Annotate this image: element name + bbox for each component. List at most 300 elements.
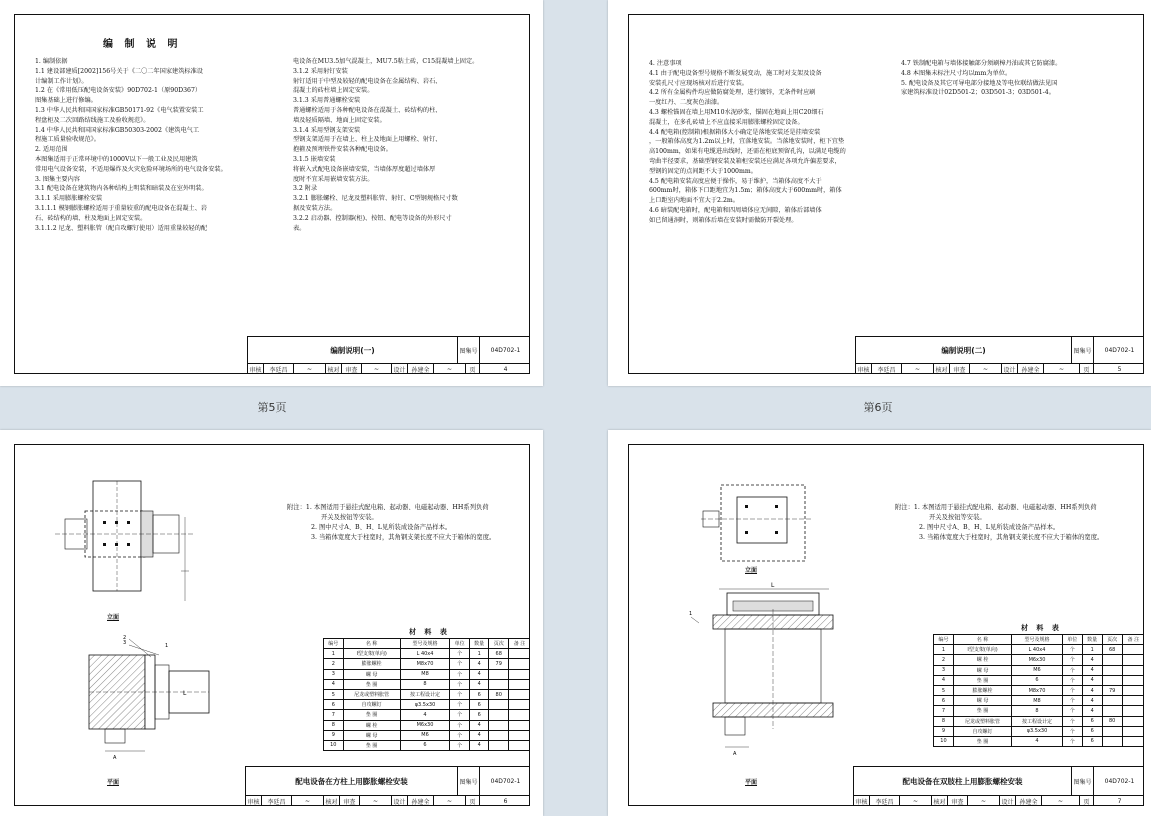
table-cell: M8x70 xyxy=(400,659,450,669)
table-row xyxy=(324,649,531,659)
text-line: 如已留通洞时，则箱体后墙在安装时需做防开裂处理。 xyxy=(649,216,798,224)
table-cell: 7 xyxy=(934,706,954,716)
table-cell xyxy=(509,710,530,720)
title-block xyxy=(853,766,1144,806)
table-cell xyxy=(489,679,509,689)
table-cell: 膨胀螺栓 xyxy=(953,685,1011,695)
signoff-label: 审核 xyxy=(246,796,262,806)
note-line: 附注：1. 本图适用于悬挂式配电箱、起动器、电磁起动器、HH系列负荷 xyxy=(287,504,489,511)
title-block xyxy=(245,766,530,806)
signoff-label: 审核 xyxy=(856,364,872,374)
text-line: 家建筑标准设计02D501-2；03D501-3；03D501-4。 xyxy=(901,89,1055,97)
text-line: 3.1.1.1 模钢膨胀螺栓适用于重量较重的配电设备在混凝土、岩 xyxy=(35,204,208,212)
table-cell xyxy=(489,669,509,679)
table-row xyxy=(324,679,531,689)
page-caption: 第6页 xyxy=(863,401,893,414)
table-cell xyxy=(1102,736,1122,746)
table-cell: 尼龙或塑料胀管 xyxy=(343,689,400,699)
table-cell: 80 xyxy=(489,689,509,699)
signoff-label: 审查 xyxy=(342,364,362,374)
table-header-row xyxy=(934,635,1145,645)
text-line: 3.1.3 采用普通螺栓安装 xyxy=(293,97,361,105)
notes-block xyxy=(287,503,495,543)
table-cell: L 40x4 xyxy=(1012,645,1063,655)
table-cell xyxy=(489,720,509,730)
atlas-number: 04D702-1 xyxy=(1094,767,1144,796)
svg-text:3: 3 xyxy=(123,640,127,646)
table-cell: 个 xyxy=(1062,645,1082,655)
page-label: 页 xyxy=(1080,796,1094,806)
table-cell: 垫 圈 xyxy=(343,740,400,750)
table-row xyxy=(934,665,1145,675)
table-cell: 4 xyxy=(324,679,344,689)
table-cell: φ3.5x30 xyxy=(1012,726,1063,736)
table-cell: 4 xyxy=(1082,685,1102,695)
text-line: 3.1.5 嵌墙安装 xyxy=(293,155,336,163)
table-cell: 个 xyxy=(1062,716,1082,726)
table-cell: 垫 圈 xyxy=(953,706,1011,716)
table-row xyxy=(934,675,1145,685)
table-cell: 个 xyxy=(1062,726,1082,736)
text-line: 将嵌入式配电设备嵌墙安装，当墙体厚度超过墙体厚 xyxy=(293,165,436,173)
table-cell: 个 xyxy=(450,669,470,679)
text-line: 一度红丹、二度灰色油漆。 xyxy=(649,99,724,107)
signoff-name: 孙建全 xyxy=(408,364,434,374)
signoff-label: 核对 xyxy=(326,364,342,374)
plan-view-label: 平面 xyxy=(107,779,120,786)
table-cell: 个 xyxy=(1062,675,1082,685)
page-number: 6 xyxy=(480,796,530,806)
table-cell xyxy=(1102,665,1122,675)
table-cell: 个 xyxy=(1062,685,1082,695)
atlas-label: 图集号 xyxy=(458,767,480,796)
table-cell xyxy=(509,649,530,659)
table-cell: 4 xyxy=(469,720,489,730)
signoff-label: 设计 xyxy=(1002,364,1018,374)
table-cell xyxy=(1122,675,1144,685)
text-line: 据及安装方法。 xyxy=(293,204,337,212)
table-cell: 6 xyxy=(1012,675,1063,685)
table-row xyxy=(934,655,1145,665)
column-header: 备 注 xyxy=(509,639,530,649)
title-block-title: 配电设备在双肢柱上用膨胀螺栓安装 xyxy=(854,767,1072,796)
title-block xyxy=(247,336,530,374)
atlas-label: 图集号 xyxy=(1072,767,1094,796)
signature: ~ xyxy=(360,796,392,806)
signature: ~ xyxy=(902,364,934,374)
note-line: 开关及按钮等安装。 xyxy=(929,514,986,522)
text-line: 1.1 建设部建质[2002]156号关于《二〇二年国家建筑标准设 xyxy=(35,67,203,75)
signoff-label: 审核 xyxy=(248,364,264,374)
title-block xyxy=(855,336,1144,374)
table-cell: 1 xyxy=(1082,645,1102,655)
signature: ~ xyxy=(294,364,326,374)
text-line: 3.1.1 采用膨胀螺栓安装 xyxy=(35,195,103,203)
table-row xyxy=(324,659,531,669)
table-cell: M6x30 xyxy=(400,720,450,730)
signature: ~ xyxy=(292,796,324,806)
table-cell: 个 xyxy=(1062,655,1082,665)
svg-text:L: L xyxy=(183,690,187,697)
text-line: 4.2 所有金属构件均应做防腐处理，进行镀锌，无条件时应刷 xyxy=(649,89,816,97)
text-line: 4.3 螺栓锚固在墙上用M10水泥砂浆，锚固在地面上用C20细石 xyxy=(649,108,824,116)
text-line: 型钢支架适用于在墙上、柱上及地面上用螺栓、射钉、 xyxy=(293,136,442,144)
signature: ~ xyxy=(434,796,466,806)
table-cell: M8 xyxy=(1012,696,1063,706)
text-line: 石、砖结构的墙、柱及地面上固定安装。 xyxy=(35,214,147,222)
column-header: 备 注 xyxy=(1122,635,1144,645)
table-cell xyxy=(509,730,530,740)
column-header: 型号及规格 xyxy=(1012,635,1063,645)
text-line: 高100mm，如果有电缆进出线时，还需在柜底预留孔沟，以满足电缆的 xyxy=(649,148,846,156)
signature: ~ xyxy=(968,796,1000,806)
table-cell xyxy=(489,700,509,710)
signature: ~ xyxy=(1044,364,1080,374)
table-cell: 8 xyxy=(1012,706,1063,716)
signoff-name: 李廷昌 xyxy=(262,796,292,806)
text-line: 度时不宜采用嵌墙安装方法。 xyxy=(293,175,374,183)
column-header: 名 称 xyxy=(953,635,1011,645)
table-row xyxy=(324,700,531,710)
signature: ~ xyxy=(362,364,392,374)
table-cell: 垫 圈 xyxy=(953,736,1011,746)
table-cell: 68 xyxy=(1102,645,1122,655)
column-header: 型号及规格 xyxy=(400,639,450,649)
signoff-label: 核对 xyxy=(324,796,340,806)
table-cell: 个 xyxy=(450,700,470,710)
text-line: 墙及轻质隔墙、地面上固定安装。 xyxy=(293,116,386,124)
table-cell: 按工程设计定 xyxy=(400,689,450,699)
text-line: 计编制工作计划》。 xyxy=(35,77,88,85)
text-line: 3.2.1 膨胀螺栓、尼龙及塑料胀管、射钉、C型钢规格尺寸数 xyxy=(293,195,458,203)
table-cell xyxy=(1102,675,1122,685)
atlas-number: 04D702-1 xyxy=(480,767,530,796)
svg-text:1: 1 xyxy=(689,611,693,617)
table-cell: 4 xyxy=(469,679,489,689)
table-cell: 个 xyxy=(1062,706,1082,716)
table-cell: 4 xyxy=(469,730,489,740)
notes-block xyxy=(895,503,1103,543)
atlas-label: 图集号 xyxy=(1072,337,1094,364)
table-cell: 68 xyxy=(489,649,509,659)
text-line: 1.2 在《常用低压配电设备安装》90D702-1（原90D367） xyxy=(35,87,202,95)
front-view-label: 立面 xyxy=(745,567,758,574)
table-cell xyxy=(509,700,530,710)
note-line: 附注：1. 本图适用于悬挂式配电箱、起动器、电磁起动器、HH系列负荷 xyxy=(895,504,1097,511)
table-cell: 螺 母 xyxy=(343,669,400,679)
text-line: 程盘柜及二次回路结线施工及验收规范》。 xyxy=(35,116,150,124)
text-line: 3.2.2 启动器、控制器(柜)、按钮、配电等设备的外形尺寸 xyxy=(293,214,452,222)
text-line: 混凝土，在多孔砖墙上不应直接采用膨胀螺栓固定设备。 xyxy=(649,118,804,126)
page-number: 5 xyxy=(1094,364,1144,374)
left-column-text xyxy=(649,59,846,226)
note-line: 开关及按钮等安装。 xyxy=(321,514,378,522)
text-line: 4.5 配电箱安装高度应便于操作，易于维护，当箱体高度不大于 xyxy=(649,177,822,185)
table-cell: M6 xyxy=(1012,665,1063,675)
table-cell: 4 xyxy=(469,669,489,679)
page-thumbnail-6[interactable] xyxy=(608,0,1151,386)
page-thumbnail-7[interactable] xyxy=(0,430,543,816)
table-cell: 螺 母 xyxy=(953,665,1011,675)
signoff-name: 孙建全 xyxy=(408,796,434,806)
text-line: 抱箍及预埋铁件安装各种配电设备。 xyxy=(293,146,392,154)
table-cell xyxy=(509,689,530,699)
text-line: 1. 编制依据 xyxy=(35,58,68,65)
table-cell: 个 xyxy=(450,720,470,730)
table-cell: 5 xyxy=(324,689,344,699)
table-cell: 4 xyxy=(1082,706,1102,716)
text-line: 表。 xyxy=(293,224,306,232)
page-thumbnail-8[interactable] xyxy=(608,430,1151,816)
signoff-label: 核对 xyxy=(932,796,948,806)
table-row xyxy=(324,689,531,699)
drawing-sheet xyxy=(14,14,530,374)
table-cell xyxy=(1102,655,1122,665)
drawing-sheet xyxy=(628,444,1144,806)
page-thumbnail-5[interactable] xyxy=(0,0,543,386)
table-cell: 4 xyxy=(469,740,489,750)
text-line: 普通螺栓适用于各种配电设备在混凝土、砖结构的柱、 xyxy=(293,106,442,114)
page-label: 页 xyxy=(1080,364,1094,374)
table-cell xyxy=(1122,685,1144,695)
table-cell: Ⅰ型支架(单向) xyxy=(953,645,1011,655)
signoff-name: 李廷昌 xyxy=(870,796,900,806)
table-header-row xyxy=(324,639,531,649)
table-cell: 4 xyxy=(1082,696,1102,706)
text-line: 4.6 暗装配电箱时，配电箱和四周墙体应无间隙，箱体后部墙体 xyxy=(649,206,822,214)
text-line: 常用电气设备安装，不适用爆炸及火灾危险环境场所的电气设备安装。 xyxy=(35,165,227,173)
table-cell: L 40x4 xyxy=(400,649,450,659)
table-cell: M6 xyxy=(400,730,450,740)
signoff-label: 审查 xyxy=(340,796,360,806)
svg-text:A: A xyxy=(113,755,117,761)
text-line: 1.4 中华人民共和国国家标准GB50303-2002《建筑电气工 xyxy=(35,126,200,134)
table-row xyxy=(324,669,531,679)
table-cell: 8 xyxy=(400,679,450,689)
table-cell xyxy=(1122,726,1144,736)
table-cell: 个 xyxy=(450,679,470,689)
table-cell xyxy=(489,730,509,740)
table-row xyxy=(934,726,1145,736)
svg-text:2: 2 xyxy=(123,635,127,641)
table-cell: 自攻螺钉 xyxy=(343,700,400,710)
svg-text:L: L xyxy=(771,582,775,589)
table-cell: 垫 圈 xyxy=(343,679,400,689)
table-cell: 7 xyxy=(324,710,344,720)
text-line: 4.4 配电箱(控制箱)根据箱体大小确定是落地安装还是挂墙安装 xyxy=(649,128,821,136)
column-header: 名 称 xyxy=(343,639,400,649)
text-line: 600mm时，箱体下口距地宜为1.5m；箱体高度大于600mm时，箱体 xyxy=(649,187,842,195)
table-row xyxy=(324,740,531,750)
table-cell: 个 xyxy=(450,710,470,720)
svg-text:A: A xyxy=(733,751,737,757)
page-caption: 第5页 xyxy=(257,401,287,414)
text-line: 3.1.4 采用型钢支架安装 xyxy=(293,126,361,134)
signoff-label: 审查 xyxy=(948,796,968,806)
text-line: 3. 图集主要内容 xyxy=(35,175,80,183)
front-view-label: 立面 xyxy=(107,614,120,621)
text-line: 1.3 中华人民共和国国家标准GB50171-92《电气装置安装工 xyxy=(35,106,204,114)
text-line: 弯曲半径要求，基础型钢安装及箱柜安装还应满足各项允许偏差要求， xyxy=(649,157,841,165)
title-block-title: 编制说明(二) xyxy=(856,337,1072,364)
table-cell: 个 xyxy=(450,730,470,740)
table-cell: 1 xyxy=(469,649,489,659)
table-cell: 3 xyxy=(934,665,954,675)
signoff-label: 审核 xyxy=(854,796,870,806)
column-header: 编号 xyxy=(934,635,954,645)
plan-view-label: 平面 xyxy=(745,779,758,786)
plan-view-drawing xyxy=(689,579,849,769)
table-cell xyxy=(1122,696,1144,706)
table-cell xyxy=(509,740,530,750)
atlas-number: 04D702-1 xyxy=(480,337,530,364)
signoff-label: 设计 xyxy=(392,364,408,374)
table-cell: 6 xyxy=(1082,726,1102,736)
table-cell xyxy=(1122,736,1144,746)
table-cell: 4 xyxy=(1012,736,1063,746)
table-cell: 6 xyxy=(400,740,450,750)
front-elevation-drawing xyxy=(701,485,811,565)
table-row xyxy=(934,706,1145,716)
svg-text:1: 1 xyxy=(165,643,169,649)
table-cell: 8 xyxy=(324,720,344,730)
title-block-title: 配电设备在方柱上用膨胀螺栓安装 xyxy=(246,767,458,796)
note-line: 2. 图中尺寸A、B、H、L见所装成设备产品样本。 xyxy=(919,524,1060,532)
table-cell: 9 xyxy=(934,726,954,736)
table-cell: 4 xyxy=(400,710,450,720)
plan-view-drawing xyxy=(79,635,219,765)
table-row xyxy=(934,685,1145,695)
drawing-sheet xyxy=(628,14,1144,374)
note-line: 3. 当箱体宽度大于柱宽时，其角钢支架长度不应大于箱体的宽度。 xyxy=(919,534,1104,542)
text-line: 3.1 配电设备在建筑物内各种结构上明装和暗装及在室外明装。 xyxy=(35,185,208,193)
table-cell: 2 xyxy=(934,655,954,665)
table-row xyxy=(324,730,531,740)
text-line: 上口距室内地面不宜大于2.2m。 xyxy=(649,197,739,205)
table-cell xyxy=(1122,716,1144,726)
table-cell xyxy=(1102,696,1122,706)
table-cell: 螺 栓 xyxy=(343,720,400,730)
column-header: 页次 xyxy=(1102,635,1122,645)
table-cell: 个 xyxy=(450,689,470,699)
table-row xyxy=(324,720,531,730)
front-elevation-drawing xyxy=(55,481,205,601)
text-line: 安装孔尺寸应现场核对后进行安装。 xyxy=(649,79,748,87)
table-cell: 2 xyxy=(324,659,344,669)
material-table xyxy=(323,638,530,751)
text-line: 本图集适用于正常环境中的1000V以下一般工业及民用建筑 xyxy=(35,155,198,163)
note-line: 3. 当箱体宽度大于柱宽时，其角钢支架长度不应大于箱体的宽度。 xyxy=(311,534,496,542)
sheet-heading: 编 制 说 明 xyxy=(103,39,182,50)
table-cell xyxy=(1122,706,1144,716)
right-column-text xyxy=(901,59,1061,98)
table-cell: 79 xyxy=(489,659,509,669)
column-header: 页次 xyxy=(489,639,509,649)
table-cell: 个 xyxy=(450,740,470,750)
table-cell: 6 xyxy=(1082,736,1102,746)
signature: ~ xyxy=(970,364,1002,374)
text-line: 3.2 附录 xyxy=(293,185,318,193)
table-cell: 6 xyxy=(934,696,954,706)
text-line: 3.1.1.2 尼龙、塑料胀管（配自攻螺钉使用）适用重量较轻的配 xyxy=(35,224,208,232)
signoff-name: 孙建全 xyxy=(1018,364,1044,374)
atlas-number: 04D702-1 xyxy=(1094,337,1144,364)
table-cell: 膨胀螺栓 xyxy=(343,659,400,669)
text-line: 4.1 由于配电设备型号规格不断发展变动，施工时对支架及设备 xyxy=(649,69,822,77)
signoff-label: 设计 xyxy=(392,796,408,806)
column-header: 数量 xyxy=(469,639,489,649)
table-cell: 垫 圈 xyxy=(343,710,400,720)
table-cell xyxy=(509,720,530,730)
text-line: ，一般箱体高度为1.2m以上时，宜落地安装。当落地安装时，柜下宜垫 xyxy=(649,138,845,146)
signoff-name: 孙建全 xyxy=(1016,796,1042,806)
material-table-title: 材 料 表 xyxy=(409,628,450,636)
table-cell xyxy=(509,669,530,679)
table-cell: 垫 圈 xyxy=(953,675,1011,685)
text-line: 图集基础上进行修编。 xyxy=(35,97,97,105)
table-cell xyxy=(489,740,509,750)
table-cell: 10 xyxy=(934,736,954,746)
text-line: 电设备在MU3.5加气混凝土，MU7.5粘土砖，C15混凝墙上固定。 xyxy=(293,58,479,65)
table-cell: 80 xyxy=(1102,716,1122,726)
table-cell: 9 xyxy=(324,730,344,740)
table-row xyxy=(934,696,1145,706)
table-cell xyxy=(1122,655,1144,665)
atlas-label: 图集号 xyxy=(458,337,480,364)
drawing-sheet xyxy=(14,444,530,806)
text-line: 射钉适用于中型及较轻的配电设备在金属结构、岩石、 xyxy=(293,77,442,85)
table-cell: 6 xyxy=(324,700,344,710)
text-line: 4. 注意事项 xyxy=(649,60,682,67)
table-cell: 个 xyxy=(1062,736,1082,746)
signoff-label: 核对 xyxy=(934,364,950,374)
table-cell: 个 xyxy=(1062,665,1082,675)
page-label: 页 xyxy=(466,364,480,374)
table-cell: 5 xyxy=(934,685,954,695)
table-cell: 4 xyxy=(469,659,489,669)
table-cell: 螺 栓 xyxy=(953,655,1011,665)
table-cell: M6x30 xyxy=(1012,655,1063,665)
table-cell: M8x70 xyxy=(1012,685,1063,695)
table-row xyxy=(934,645,1145,655)
table-cell: 个 xyxy=(450,659,470,669)
text-line: 3.1.2 采用射钉安装 xyxy=(293,67,348,75)
table-cell: Ⅰ型支架(单向) xyxy=(343,649,400,659)
note-line: 2. 图中尺寸A、B、H、L见所装成设备产品样本。 xyxy=(311,524,452,532)
table-row xyxy=(324,710,531,720)
text-line: 5. 配电设备及其它可导电部分接地及等电位联结做法见国 xyxy=(901,79,1058,87)
column-header: 数量 xyxy=(1082,635,1102,645)
text-line: 程施工质量验收规范》。 xyxy=(35,136,100,144)
text-line: 混凝土的砖柱墙上固定安装。 xyxy=(293,87,374,95)
table-cell xyxy=(1102,706,1122,716)
table-cell: 1 xyxy=(324,649,344,659)
table-cell: φ3.5x30 xyxy=(400,700,450,710)
signoff-name: 李廷昌 xyxy=(264,364,294,374)
text-line: 2. 适用范围 xyxy=(35,146,68,154)
material-table xyxy=(933,634,1144,747)
table-cell: 8 xyxy=(934,716,954,726)
column-header: 编号 xyxy=(324,639,344,649)
right-column-text xyxy=(293,57,478,233)
page-label: 页 xyxy=(466,796,480,806)
signoff-name: 李廷昌 xyxy=(872,364,902,374)
table-cell: 79 xyxy=(1102,685,1122,695)
table-row xyxy=(934,736,1145,746)
table-cell: 4 xyxy=(1082,655,1102,665)
table-cell: 1 xyxy=(934,645,954,655)
text-line: 4.8 本图集未标注尺寸均以mm为单位。 xyxy=(901,69,1012,77)
